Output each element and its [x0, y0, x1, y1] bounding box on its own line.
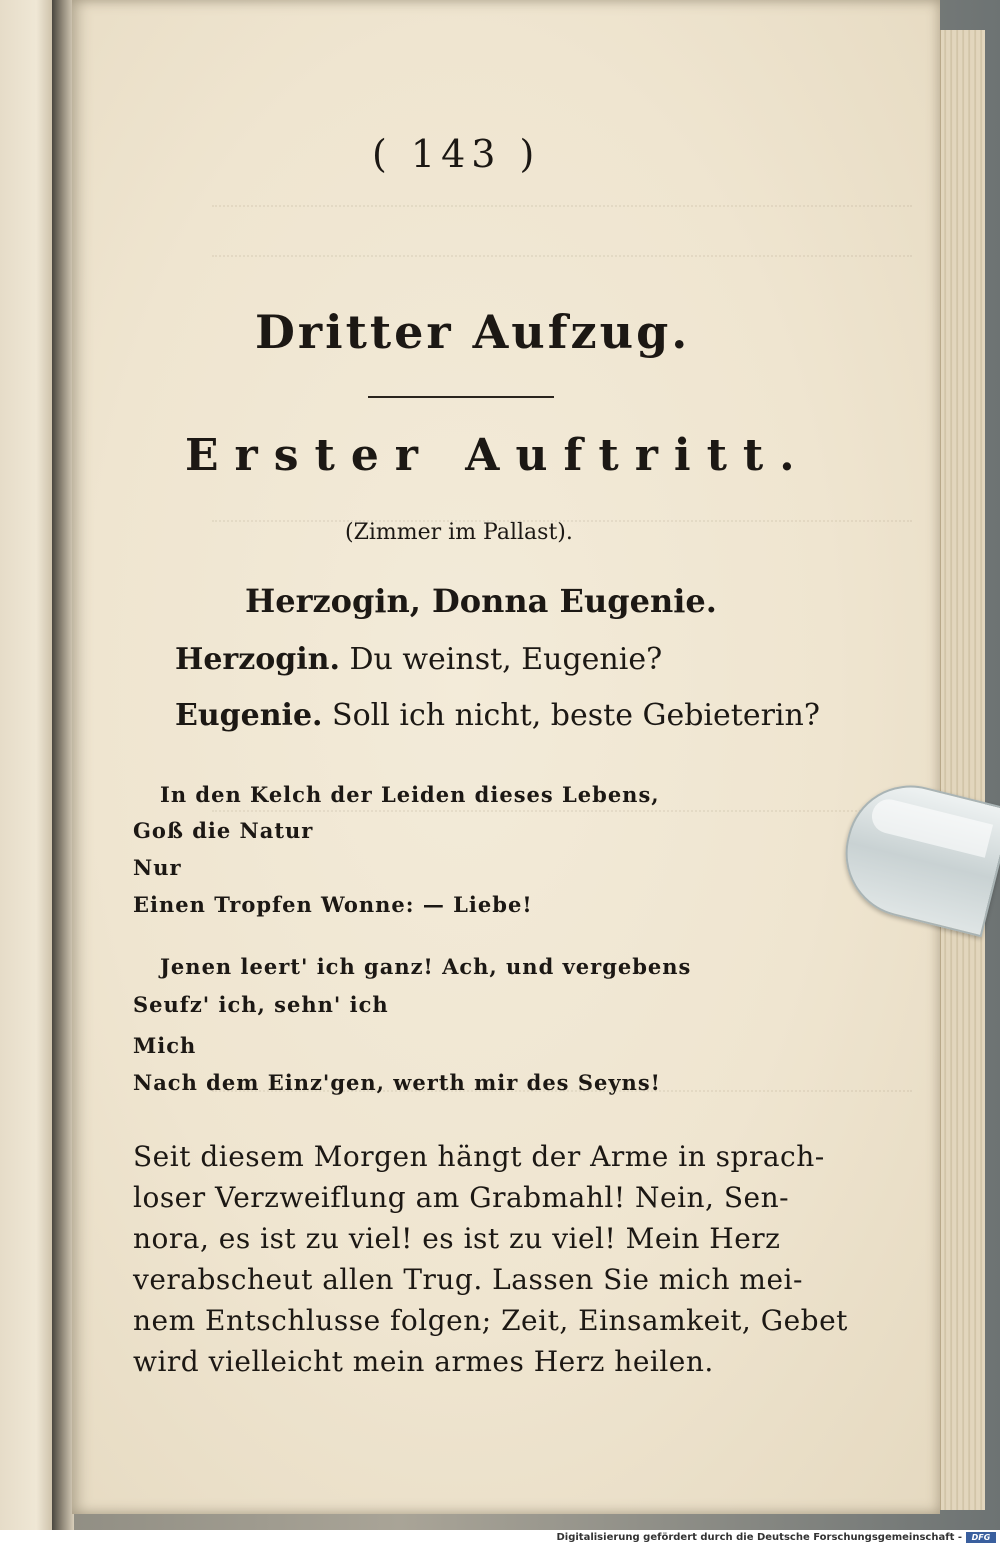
verse-line: Nur: [133, 855, 182, 880]
dialogue-line: [175, 642, 662, 677]
title-divider: [368, 396, 554, 398]
footer-bar: [0, 1530, 1000, 1545]
prose-line: wird vielleicht mein armes Herz heilen.: [133, 1345, 714, 1378]
spoken-text: Soll ich nicht, beste Gebieterin?: [332, 698, 820, 733]
prose-line: nora, es ist zu viel! es ist zu viel! Mein Herz: [133, 1222, 781, 1255]
speaker-name: Herzogin.: [175, 642, 340, 677]
page-number: ( 143 ): [372, 132, 541, 176]
verse-line: Einen Tropfen Wonne: — Liebe!: [133, 892, 533, 917]
prose-line: loser Verzweiflung am Grabmahl! Nein, Sen-: [133, 1181, 790, 1214]
page-stack-edge: [940, 30, 985, 1510]
verse-line: Mich: [133, 1033, 197, 1058]
verse-line: In den Kelch der Leiden dieses Lebens,: [160, 782, 660, 807]
verse-line: Jenen leert' ich ganz! Ach, und vergebens: [160, 954, 692, 979]
scene-title: Erster Auftritt.: [185, 430, 811, 481]
stage-direction: (Zimmer im Pallast).: [345, 520, 573, 545]
act-title: Dritter Aufzug.: [255, 305, 691, 359]
previous-page-edge: [0, 0, 55, 1530]
verse-line: Seufz' ich, sehn' ich: [133, 992, 389, 1017]
verse-line: Goß die Natur: [133, 818, 314, 843]
bleed-through-line: [212, 810, 912, 832]
dialogue-line: [175, 698, 820, 733]
funding-notice: Digitalisierung gefördert durch die Deutsche Forschungsgemeinschaft -: [556, 1532, 962, 1543]
speaker-name: Eugenie.: [175, 698, 323, 733]
prose-line: verabscheut allen Trug. Lassen Sie mich mei-: [133, 1263, 803, 1296]
prose-line: nem Entschlusse folgen; Zeit, Einsamkeit, Gebet: [133, 1304, 848, 1337]
spoken-text: Du weinst, Eugenie?: [349, 642, 663, 677]
book-gutter: [52, 0, 74, 1530]
dfg-logo: DFG: [966, 1532, 996, 1543]
prose-line: Seit diesem Morgen hängt der Arme in sprach-: [133, 1140, 825, 1173]
character-list: Herzogin, Donna Eugenie.: [245, 582, 717, 620]
bleed-through-line: [212, 255, 912, 277]
verse-line: Nach dem Einz'gen, werth mir des Seyns!: [133, 1070, 661, 1095]
bleed-through-line: [212, 205, 912, 227]
